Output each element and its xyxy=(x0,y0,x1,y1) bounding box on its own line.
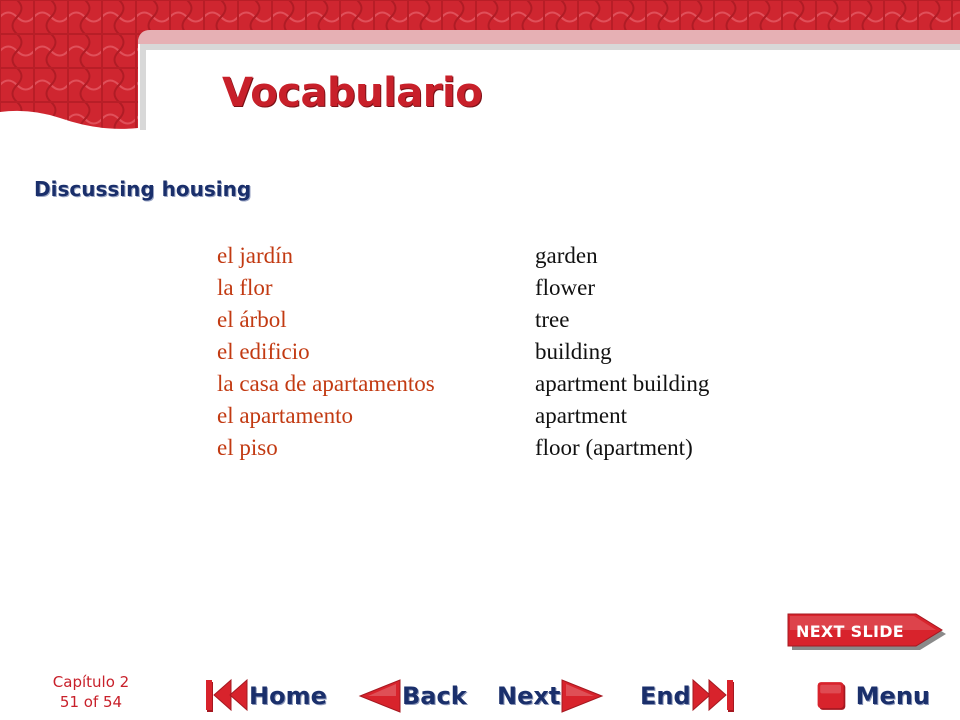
spanish-term: la casa de apartamentos xyxy=(217,371,435,396)
arrow-left-icon xyxy=(356,676,402,716)
menu-button[interactable] xyxy=(815,674,930,718)
english-translation: flower xyxy=(535,275,596,300)
english-translation: floor (apartment) xyxy=(535,435,693,460)
list-item xyxy=(217,336,777,368)
back-button[interactable] xyxy=(356,674,468,718)
back-label: Back xyxy=(402,682,467,710)
skip-to-start-icon xyxy=(205,676,249,716)
end-label: End xyxy=(640,682,691,710)
list-item xyxy=(217,272,777,304)
end-button[interactable] xyxy=(640,674,745,718)
next-button[interactable] xyxy=(497,674,609,718)
list-item xyxy=(217,240,777,272)
spanish-term: la flor xyxy=(217,275,273,300)
skip-to-end-icon xyxy=(691,676,737,716)
section-heading: Discussing housing xyxy=(34,177,252,201)
spanish-term: el piso xyxy=(217,435,278,460)
english-translation: apartment xyxy=(535,403,627,428)
spanish-term: el jardín xyxy=(217,243,293,268)
navigation-bar xyxy=(0,668,960,720)
vocabulary-list xyxy=(217,240,777,464)
home-button[interactable] xyxy=(205,674,330,718)
spanish-term: el apartamento xyxy=(217,403,354,428)
menu-square-icon xyxy=(815,676,850,716)
spanish-term: el árbol xyxy=(217,307,287,332)
english-translation: garden xyxy=(535,243,598,268)
english-translation: building xyxy=(535,339,612,364)
chapter-label: Capítulo 2 xyxy=(52,673,130,691)
next-slide-label: NEXT SLIDE xyxy=(796,622,905,641)
arrow-right-icon xyxy=(560,676,606,716)
list-item xyxy=(217,400,777,432)
spanish-term: el edificio xyxy=(217,339,310,364)
page-title: Vocabulario xyxy=(222,70,483,116)
menu-label: Menu xyxy=(855,682,930,710)
list-item xyxy=(217,432,777,464)
slide-counter: 51 of 54 xyxy=(59,693,123,711)
list-item xyxy=(217,304,777,336)
english-translation: tree xyxy=(535,307,570,332)
home-label: Home xyxy=(249,682,327,710)
english-translation: apartment building xyxy=(535,371,710,396)
list-item xyxy=(217,368,777,400)
next-slide-button[interactable] xyxy=(786,612,946,652)
next-label: Next xyxy=(497,682,561,710)
